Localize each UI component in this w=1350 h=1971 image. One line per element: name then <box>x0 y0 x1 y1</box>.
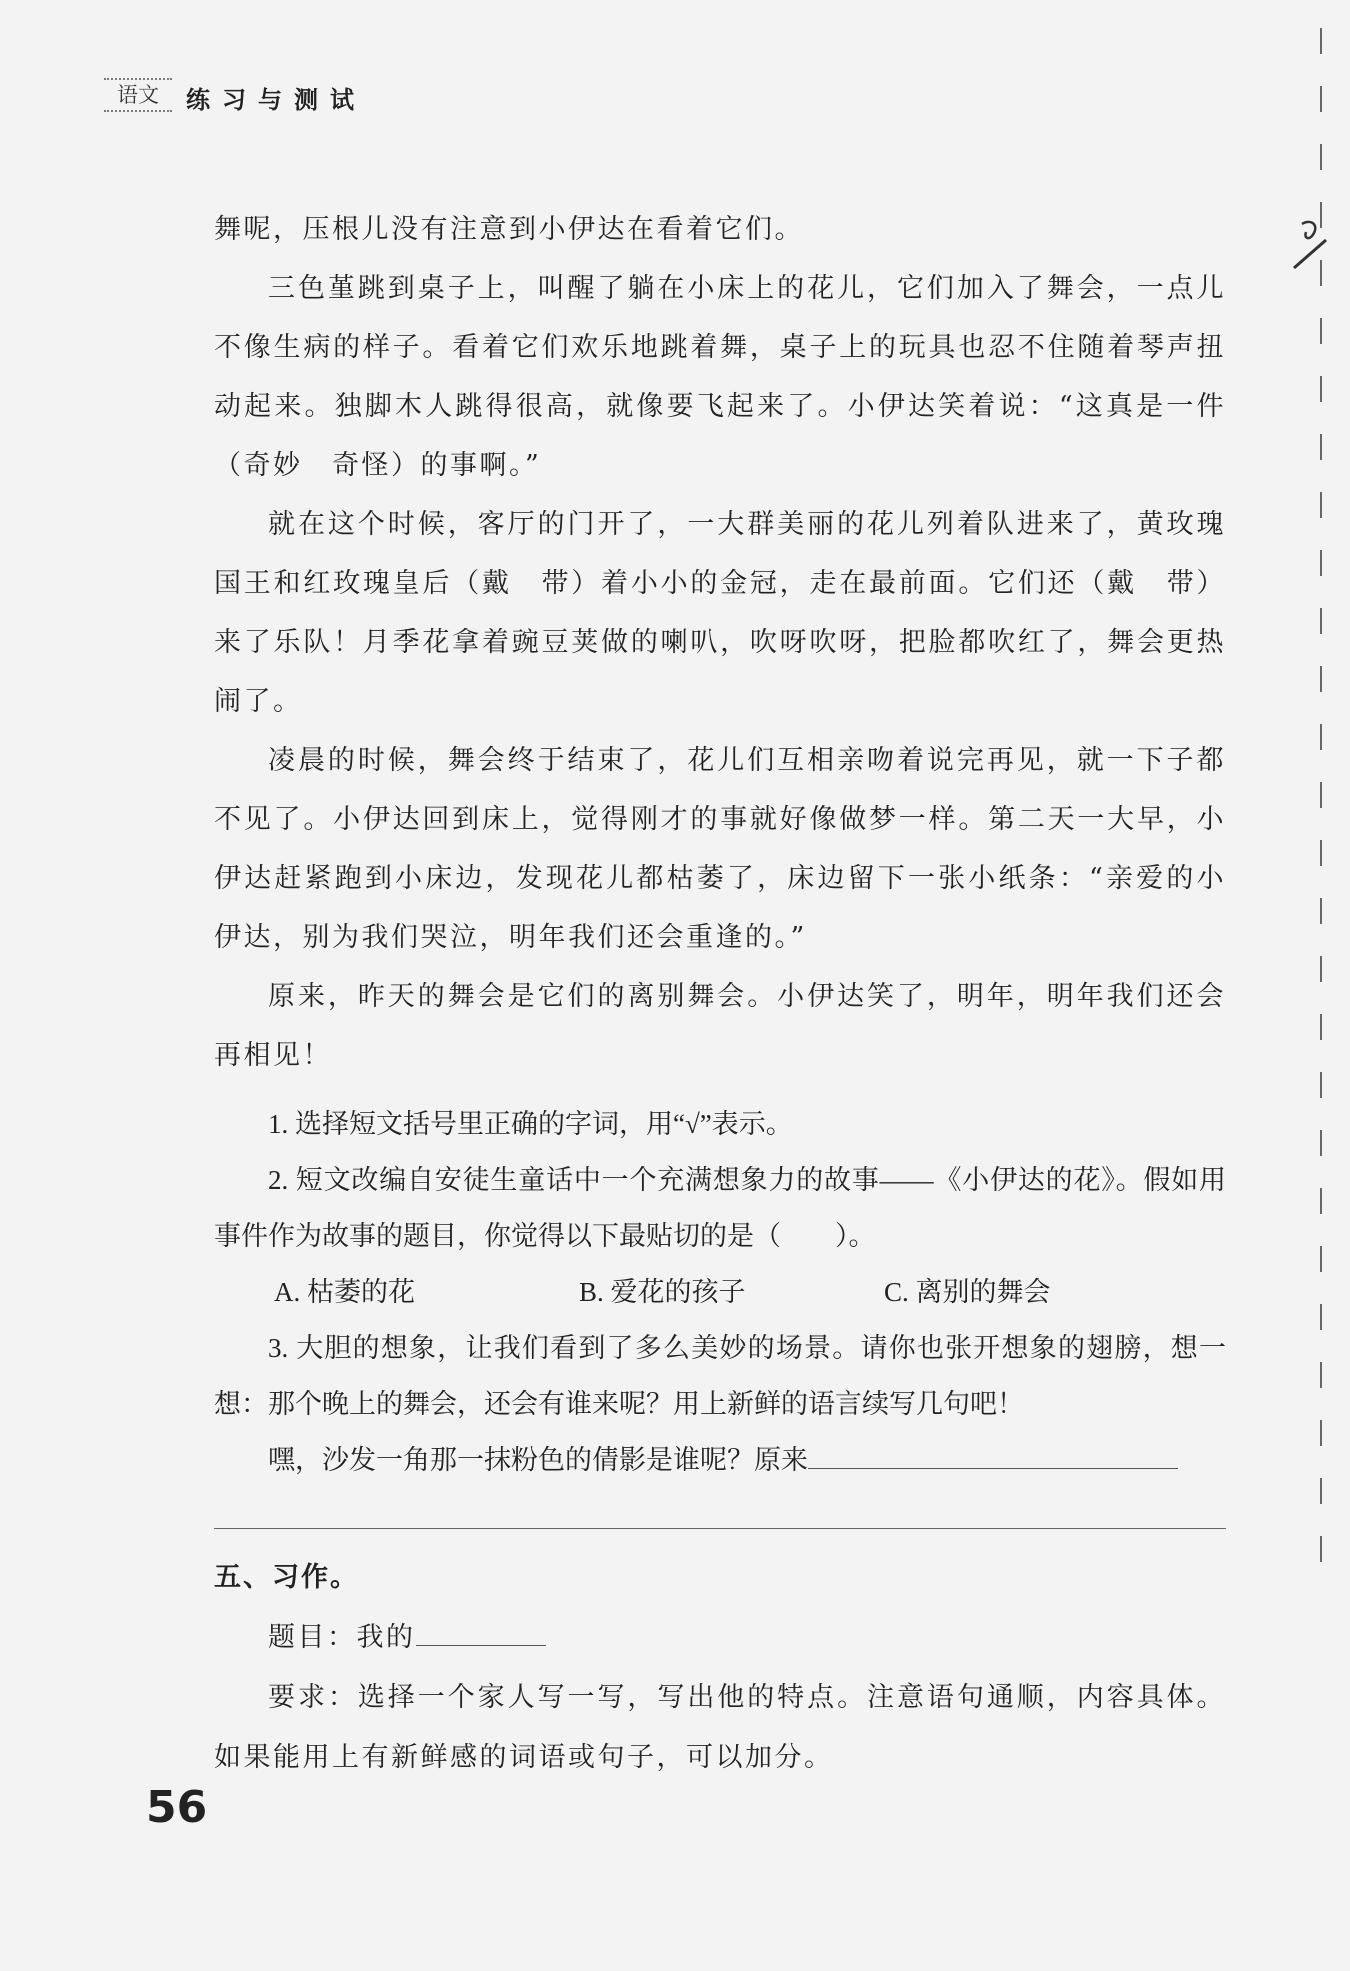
option-b[interactable]: B. 爱花的孩子 <box>579 1277 746 1307</box>
answer-blank[interactable] <box>808 1440 1178 1469</box>
option-a[interactable]: A. 枯萎的花 <box>274 1277 415 1307</box>
page-number: 56 <box>146 1782 208 1833</box>
question-3-prompt: 嘿，沙发一角那一抹粉色的倩影是谁呢？原来 <box>268 1445 808 1475</box>
passage-paragraph: 就在这个时候，客厅的门开了，一大群美丽的花儿列着队进来了，黄玫瑰国王和红玫瑰皇后（戴 带）着小小的金冠，走在最前面。它们还（戴 带）来了乐队！月季花拿着豌豆荚做的喇叭，吹呀吹呀，把脸都吹红了，舞会更热闹了。 <box>214 509 1226 717</box>
question-3-prompt-line <box>214 1432 1226 1488</box>
composition-requirement: 要求：选择一个家人写一写，写出他的特点。注意语句通顺，内容具体。如果能用上有新鲜感的词语或句子，可以加分。 <box>214 1682 1226 1773</box>
answer-line[interactable] <box>214 1528 1226 1529</box>
book-title: 练习与测试 <box>186 86 366 114</box>
passage-paragraph: 凌晨的时候，舞会终于结束了，花儿们互相亲吻着说完再见，就一下子都不见了。小伊达回到床上，觉得刚才的事就好像做梦一样。第二天一大早，小伊达赶紧跑到小床边，发现花儿都枯萎了，床边留下一张小纸条：“亲爱的小伊达，别为我们哭泣，明年我们还会重逢的。” <box>214 745 1226 953</box>
passage-paragraph: 舞呢，压根儿没有注意到小伊达在看着它们。 <box>214 214 804 245</box>
corner-fold-mark <box>1290 218 1330 274</box>
question-3: 3. 大胆的想象，让我们看到了多么美妙的场景。请你也张开想象的翅膀，想一想：那个晚上的舞会，还会有谁来呢？用上新鲜的语言续写几句吧！ <box>214 1333 1226 1419</box>
topic-blank[interactable] <box>416 1617 546 1646</box>
question-2-options <box>214 1264 1226 1320</box>
option-c[interactable]: C. 离别的舞会 <box>884 1277 1051 1307</box>
section-title: 五、习作。 <box>214 1562 359 1593</box>
question-2: 2. 短文改编自安徒生童话中一个充满想象力的故事——《小伊达的花》。假如用事件作为故事的题目，你觉得以下最贴切的是（ ）。 <box>214 1165 1226 1251</box>
passage-paragraph: 三色堇跳到桌子上，叫醒了躺在小床上的花儿，它们加入了舞会，一点儿不像生病的样子。看着它们欢乐地跳着舞，桌子上的玩具也忍不住随着琴声扭动起来。独脚木人跳得很高，就像要飞起来了。小伊达笑着说：“这真是一件（奇妙 奇怪）的事啊。” <box>214 273 1226 481</box>
exercise-questions <box>214 1096 1226 1488</box>
question-1: 1. 选择短文括号里正确的字词，用“√”表示。 <box>268 1109 793 1139</box>
subject-tag: 语文 <box>104 78 172 112</box>
composition-topic: 题目：我的 <box>268 1622 416 1653</box>
composition-topic-line <box>214 1608 1226 1668</box>
reading-passage <box>214 200 1226 1085</box>
passage-paragraph: 原来，昨天的舞会是它们的离别舞会。小伊达笑了，明年，明年我们还会再相见！ <box>214 981 1226 1071</box>
page-header <box>104 74 404 114</box>
composition-section <box>214 1548 1226 1788</box>
